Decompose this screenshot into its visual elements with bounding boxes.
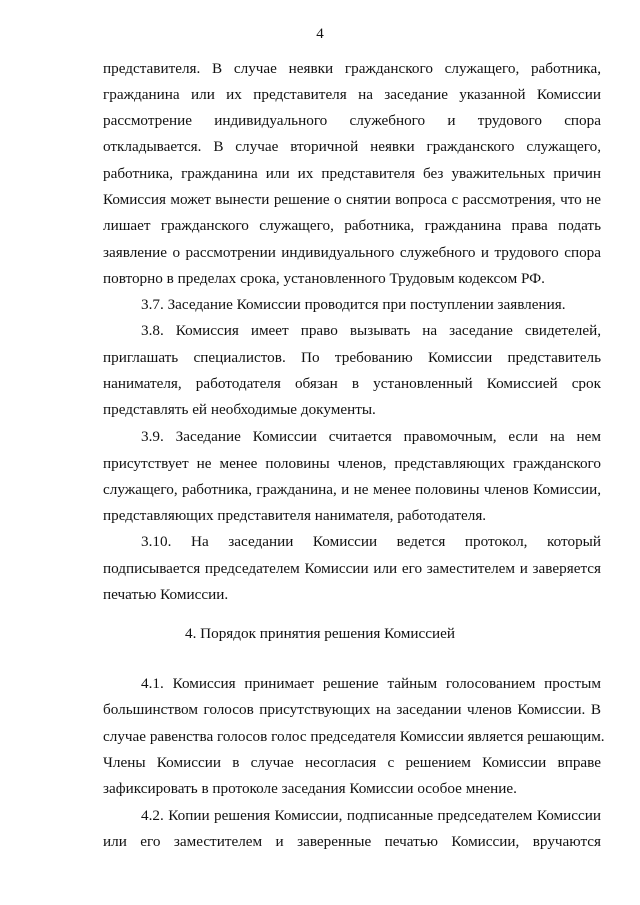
paragraph-4-2-first-line: 4.2. Копии решения Комиссии, подписанные председателем Комиссии xyxy=(141,807,601,824)
text-line: представлять ей необходимые документы. xyxy=(103,401,376,418)
text-line: рассмотрение индивидуального служебного и трудового спора xyxy=(103,112,601,129)
text-line: заявление о рассмотрении индивидуального служебного и трудового спора xyxy=(103,244,601,261)
text-line: работника, гражданина или их представителя без уважительных причин xyxy=(103,165,601,182)
text-line: подписывается председателем Комиссии или его заместителем и заверяется xyxy=(103,560,601,577)
text-line: случае равенства голосов голос председателя Комиссии является решающим. xyxy=(103,728,605,745)
text-line: печатью Комиссии. xyxy=(103,586,229,603)
text-line: служащего, работника, гражданина, и не менее половины членов Комиссии, xyxy=(103,481,601,498)
text-line: повторно в пределах срока, установленного Трудовым кодексом РФ. xyxy=(103,270,545,287)
paragraph-3-7: 3.7. Заседание Комиссии проводится при поступлении заявления. xyxy=(141,296,566,313)
text-line: или его заместителем и заверенные печатью Комиссии, вручаются xyxy=(103,833,601,850)
text-line: нанимателя, работодателя обязан в установленный Комиссией срок xyxy=(103,375,601,392)
text-line: зафиксировать в протоколе заседания Комиссии особое мнение. xyxy=(103,780,517,797)
text-line: откладывается. В случае вторичной неявки гражданского служащего, xyxy=(103,138,601,155)
text-line: представителя. В случае неявки гражданского служащего, работника, xyxy=(103,60,601,77)
text-line: Комиссия может вынести решение о снятии вопроса с рассмотрения, что не xyxy=(103,191,601,208)
text-line: лишает гражданского служащего, работника, гражданина права подать xyxy=(103,217,601,234)
text-line: присутствует не менее половины членов, представляющих гражданского xyxy=(103,455,601,472)
text-line: представляющих представителя нанимателя, работодателя. xyxy=(103,507,487,524)
paragraph-4-1-first-line: 4.1. Комиссия принимает решение тайным голосованием простым xyxy=(141,675,601,692)
page-number: 4 xyxy=(316,26,324,42)
text-line: гражданина или их представителя на заседание указанной Комиссии xyxy=(103,86,601,103)
text-line: приглашать специалистов. По требованию Комиссии представитель xyxy=(103,349,601,366)
paragraph-3-9-first-line: 3.9. Заседание Комиссии считается правомочным, если на нем xyxy=(141,428,601,445)
text-line: Члены Комиссии в случае несогласия с решением Комиссии вправе xyxy=(103,754,601,771)
paragraph-3-10-first-line: 3.10. На заседании Комиссии ведется протокол, который xyxy=(141,533,601,550)
text-line: большинством голосов присутствующих на заседании членов Комиссии. В xyxy=(103,701,601,718)
section-heading: 4. Порядок принятия решения Комиссией xyxy=(184,625,456,642)
paragraph-3-8-first-line: 3.8. Комиссия имеет право вызывать на заседание свидетелей, xyxy=(141,322,601,339)
